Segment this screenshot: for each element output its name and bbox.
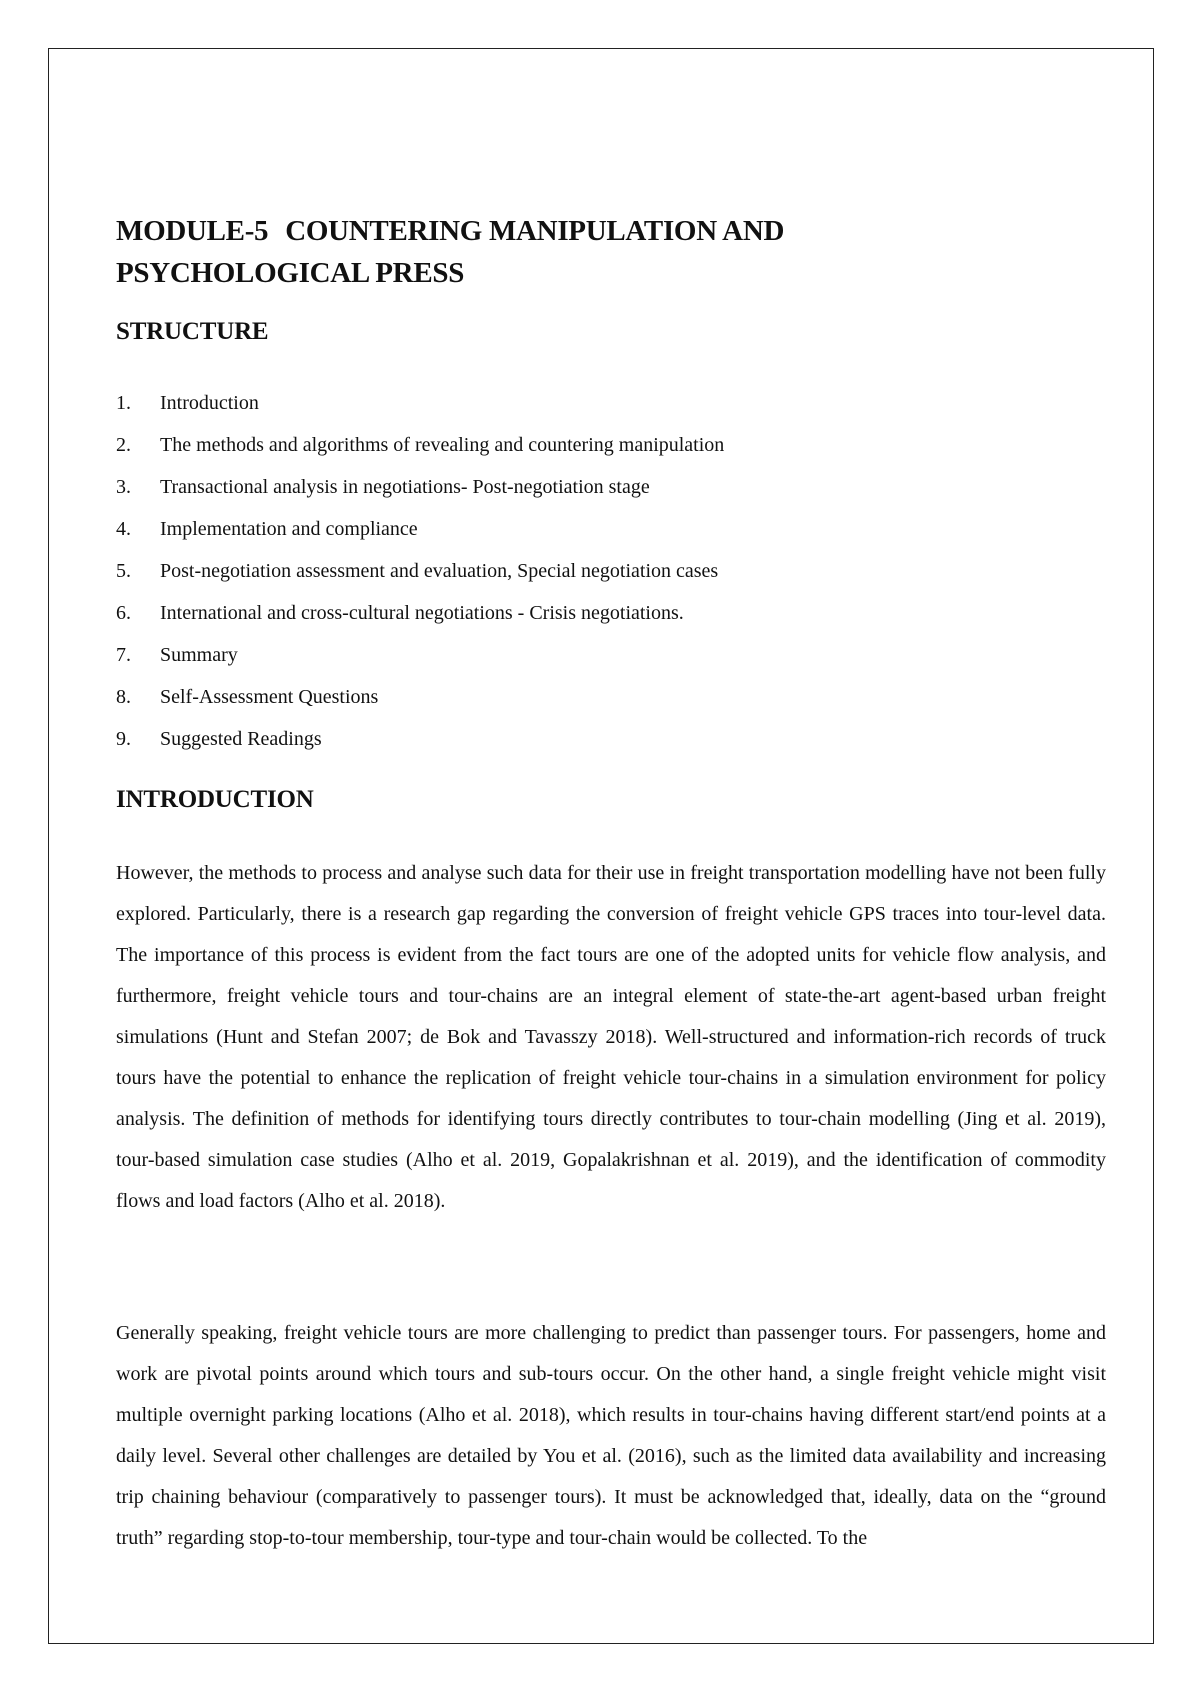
module-title-line2: PSYCHOLOGICAL PRESS	[116, 257, 465, 289]
module-title-line1: COUNTERING MANIPULATION AND	[285, 215, 785, 247]
structure-item: 3. Transactional analysis in negotiations- Post-negotiation stage	[116, 476, 650, 498]
introduction-paragraph-1: However, the methods to process and analyse such data for their use in freight transportation modelling have not been fully explored. Particularly, there is a research gap regarding the conversion of freight vehicle GPS traces into tour-level data. The importance of this process is evident from the fact tours are one of the adopted units for vehicle flow analysis, and furthermore, freight vehicle tours and tour-chains are an integral element of state-the-art agent-based urban freight simulations (Hunt and Stefan 2007; de Bok and Tavasszy 2018). Well-structured and information-rich records of truck tours have the potential to enhance the replication of freight vehicle tour-chains in a simulation environment for policy analysis. The definition of methods for identifying tours directly contributes to tour-chain modelling (Jing et al. 2019), tour-based simulation case studies (Alho et al. 2019, Gopalakrishnan et al. 2019), and the identification of commodity flows and load factors (Alho et al. 2018).	[116, 862, 1106, 1212]
structure-item: 6. International and cross-cultural negotiations - Crisis negotiations.	[116, 602, 684, 624]
module-title	[116, 210, 1116, 294]
structure-item: 1. Introduction	[116, 392, 259, 414]
module-number: MODULE-5	[116, 215, 269, 247]
introduction-heading: INTRODUCTION	[116, 786, 314, 813]
introduction-paragraph-2: Generally speaking, freight vehicle tours are more challenging to predict than passenger tours. For passengers, home and work are pivotal points around which tours and sub-tours occur. On the other hand, a single freight vehicle might visit multiple overnight parking locations (Alho et al. 2018), which results in tour-chains having different start/end points at a daily level. Several other challenges are detailed by You et al. (2016), such as the limited data availability and increasing trip chaining behaviour (comparatively to passenger tours). It must be acknowledged that, ideally, data on the “ground truth” regarding stop-to-tour membership, tour-type and tour-chain would be collected. To the	[116, 1322, 1106, 1549]
structure-list	[116, 388, 1076, 766]
structure-item: 4. Implementation and compliance	[116, 518, 418, 540]
structure-item: 9. Suggested Readings	[116, 728, 322, 750]
structure-item: 5. Post-negotiation assessment and evaluation, Special negotiation cases	[116, 560, 719, 582]
structure-item: 7. Summary	[116, 644, 238, 666]
structure-item: 8. Self-Assessment Questions	[116, 686, 379, 708]
structure-heading: STRUCTURE	[116, 318, 269, 345]
structure-item: 2. The methods and algorithms of revealing and countering manipulation	[116, 434, 725, 456]
